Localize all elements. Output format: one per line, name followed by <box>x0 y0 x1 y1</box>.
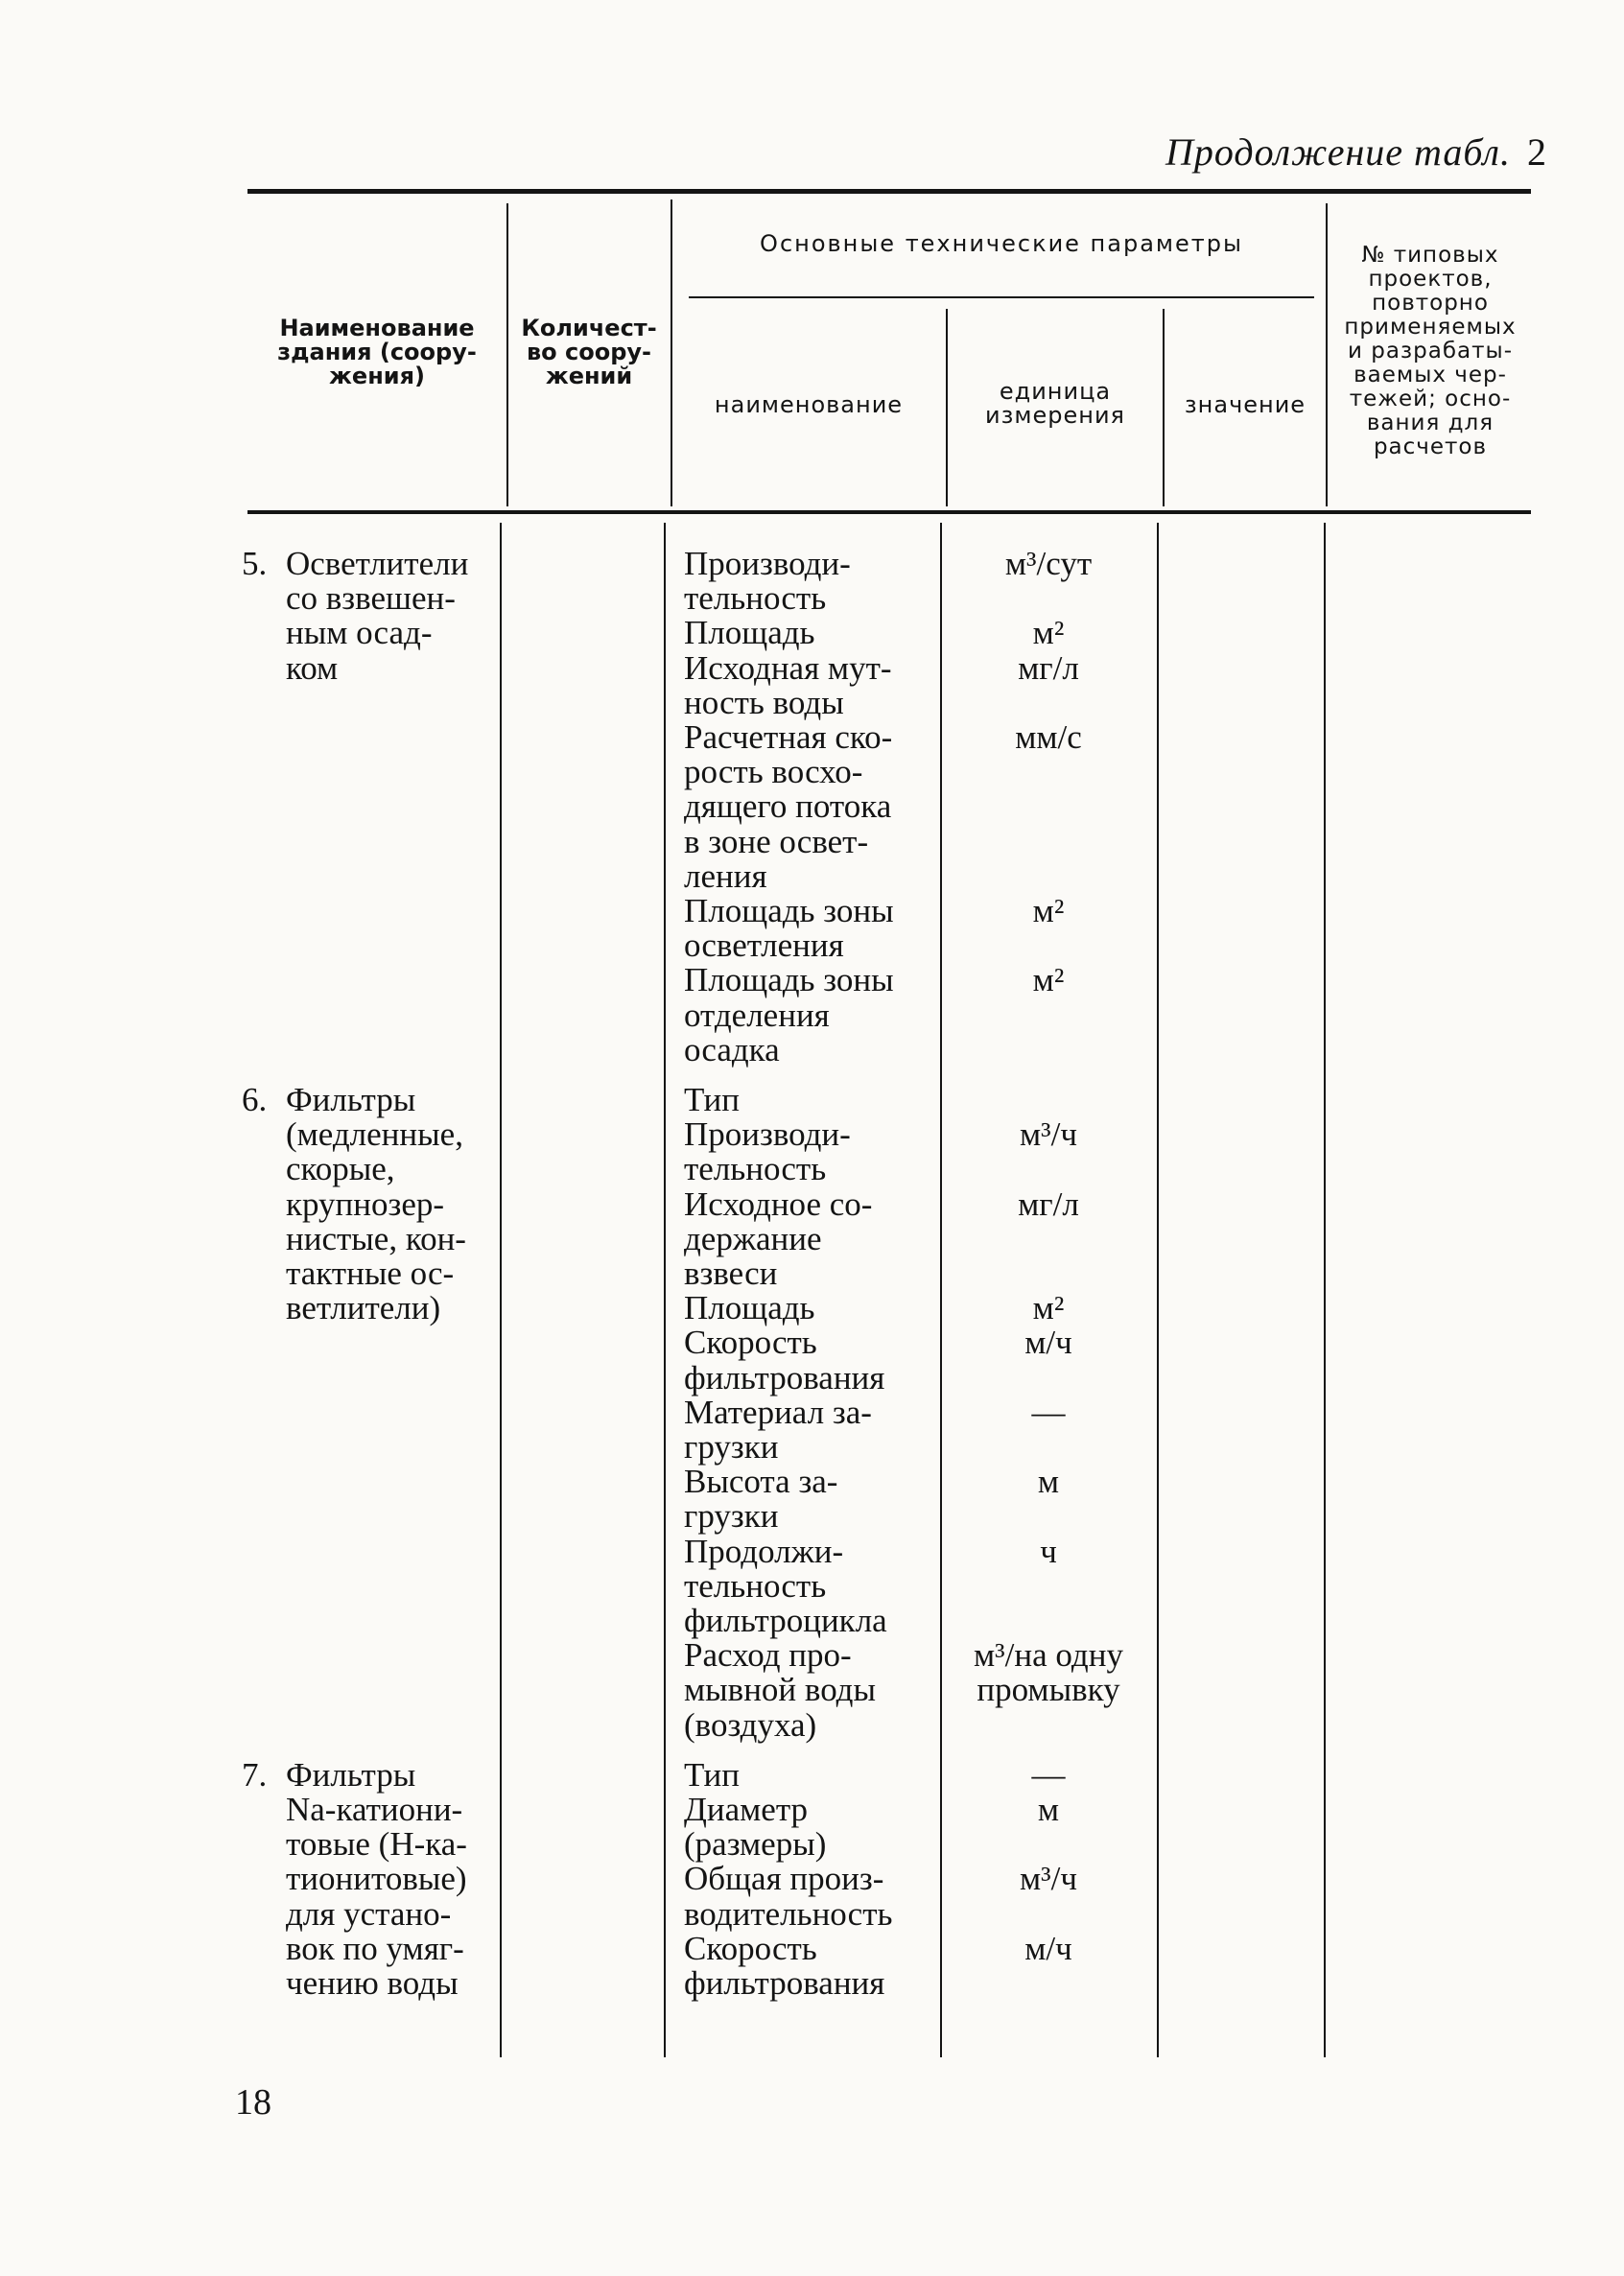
parameter-unit: м <box>1037 1463 1060 1501</box>
row-number: 5. <box>242 545 268 582</box>
parameter-unit: м/ч <box>1024 1929 1072 1967</box>
page-number: 18 <box>235 2082 271 2123</box>
parameter-name: Площадь <box>684 1289 815 1327</box>
column-divider-5 <box>1324 523 1326 2057</box>
parameter-unit: мг/л <box>1018 1185 1079 1223</box>
column-divider-2-header <box>671 199 672 506</box>
parameter-unit: — <box>1031 1755 1066 1794</box>
parameter-unit: м³/ч <box>1020 1115 1077 1154</box>
column-divider-4-header <box>1163 309 1165 506</box>
parameter-name: Площадь <box>684 614 815 652</box>
column-divider-2 <box>664 523 666 2057</box>
parameter-unit: м/ч <box>1024 1324 1072 1362</box>
parameter-name: Диаметр (размеры) <box>684 1790 827 1864</box>
parameter-name: Расход про- мывной воды (воздуха) <box>684 1636 877 1744</box>
column-divider-3 <box>940 523 942 2057</box>
parameter-name: Производи- тельность <box>684 1115 851 1188</box>
parameter-name: Скорость фильтрования <box>684 1324 885 1396</box>
parameter-name: Скорость фильтрования <box>684 1929 885 2002</box>
parameter-unit: м³/ч <box>1020 1860 1077 1898</box>
header-main-params: Основные технические параметры <box>760 230 1243 257</box>
parameter-unit: м² <box>1032 614 1065 652</box>
header-quantity: Количест- во соору- жений <box>521 315 657 389</box>
parameter-name: Продолжи- тельность фильтроцикла <box>684 1532 887 1639</box>
param-group-rule <box>689 296 1314 298</box>
continuation-label: Продолжение табл. <box>1165 130 1511 174</box>
parameter-unit: м² <box>1032 1289 1065 1327</box>
table-top-rule <box>247 189 1531 194</box>
parameter-name: Высота за- грузки <box>684 1463 838 1536</box>
header-param-unit: единица измерения <box>985 378 1125 429</box>
column-divider-4 <box>1157 523 1159 2057</box>
column-divider-5-header <box>1326 203 1328 506</box>
parameter-unit: м³/на одну промывку <box>974 1636 1123 1709</box>
row-number: 6. <box>242 1081 268 1118</box>
parameter-name: Производи- тельность <box>684 545 851 618</box>
header-param-name: наименование <box>714 391 904 418</box>
parameter-unit: м³/сут <box>1004 545 1093 582</box>
header-projects: № типовых проектов, повторно применяемых и разрабаты- ваемых чер- тежей; осно- вания для расчетов <box>1344 243 1517 459</box>
parameter-name: Расчетная ско- рость восхо- дящего потока в зоне освет- ления <box>684 718 893 895</box>
structure-name: Фильтры (медленные, скорые, крупнозер- нистые, кон- тактные ос- ветлители) <box>286 1081 466 1327</box>
parameter-name: Исходное со- держание взвеси <box>684 1185 873 1292</box>
parameter-name: Материал за- грузки <box>684 1393 872 1466</box>
row-number: 7. <box>242 1755 268 1794</box>
parameter-name: Тип <box>684 1755 740 1794</box>
parameter-name: Общая произ- водительность <box>684 1860 893 1933</box>
parameter-unit: м² <box>1032 892 1065 929</box>
parameter-unit: ч <box>1040 1532 1057 1570</box>
parameter-unit: мм/с <box>1015 718 1082 756</box>
parameter-unit: м² <box>1032 961 1065 999</box>
parameter-unit: м <box>1037 1790 1060 1828</box>
table-number: 2 <box>1527 130 1547 174</box>
column-divider-3-header <box>946 309 948 506</box>
parameter-name: Тип <box>684 1081 740 1118</box>
parameter-unit: — <box>1031 1393 1066 1431</box>
continuation-caption <box>1165 129 1547 175</box>
parameter-name: Исходная мут- ность воды <box>684 648 892 721</box>
parameter-name: Площадь зоны осветления <box>684 892 894 965</box>
header-bottom-rule <box>247 510 1531 514</box>
column-divider-1-header <box>506 203 508 506</box>
structure-name: Фильтры Na-катиони- товые (Н-ка- тионитовые) для устано- вок по умяг- чению воды <box>286 1755 467 2003</box>
structure-name: Осветлители со взвешен- ным осад- ком <box>286 545 469 687</box>
parameter-unit: мг/л <box>1018 648 1079 687</box>
parameter-name: Площадь зоны отделения осадка <box>684 961 894 1068</box>
header-param-value: значение <box>1184 391 1306 418</box>
header-name: Наименование здания (соору- жения) <box>277 315 477 389</box>
